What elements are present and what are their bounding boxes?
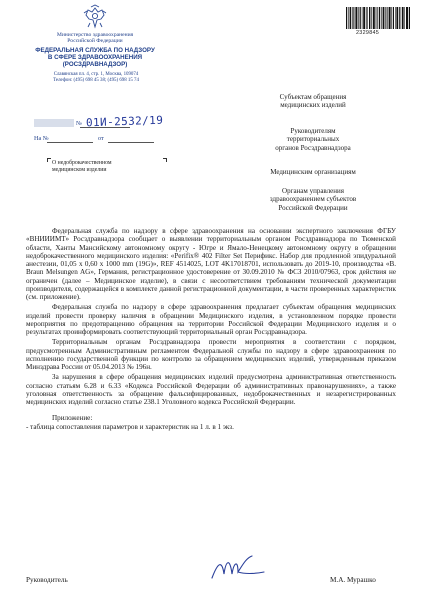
paragraph-4: За нарушения в сфере обращения медицинских изделий предусмотрена административная ответственность согласно статьям 6.28 и 6.33 «Кодекса Российской Федерации об административных правонарушениях», а также уголовная ответственность за обращение фальсифицированных, недоброкачественных и незарегистрированных медицинских изделий согласно статье 238.1 Уголовного кодекса Российской Федерации. (26, 373, 396, 406)
registration-number: 01И-2532/19 (85, 113, 164, 130)
reference-label: На № (34, 135, 49, 142)
attachment-item: - таблица сопоставления параметров и характеристик на 1 л. в 1 экз. (26, 422, 234, 431)
coat-of-arms-icon (81, 3, 109, 31)
subject-bracket-left (47, 158, 51, 162)
paragraph-3: Территориальным органам Росздравнадзора провести мероприятия в соответствии с порядком, предусмотренным Административным регламентом Федеральной службы по надзору в сфере здравоохранения по исполнению государственной функции по контролю за обращением медицинских изделий, утвержденным приказом Минздрава России от 05.04.2013 № 196н. (26, 338, 396, 371)
agency-address: Славянская пл. 4, стр. 1, Москва, 109074 Телефон: (495) 698 45 38; (495) 698 15 74 (53, 72, 139, 83)
subject-bracket-right (163, 158, 167, 162)
addressee-2: Руководителям территориальных органов Росздравнадзора (275, 127, 351, 152)
redacted-date (34, 119, 74, 127)
letter-subject: О недоброкачественном медицинском изделии (52, 160, 112, 173)
number-label: № (76, 120, 82, 127)
from-label: от (98, 135, 104, 142)
handwritten-signature (208, 552, 268, 586)
attachment-title: Приложение: (52, 414, 93, 423)
letter-body (26, 227, 396, 431)
barcode-icon (346, 7, 410, 29)
addressee-3: Медицинским организациям (270, 168, 356, 176)
addressee-4: Органам управления здравоохранением субъектов Российской Федерации (269, 187, 357, 212)
agency-name: ФЕДЕРАЛЬНАЯ СЛУЖБА ПО НАДЗОРУ В СФЕРЕ ЗДРАВООХРАНЕНИЯ (РОСЗДРАВНАДЗОР) (35, 47, 155, 69)
barcode-number: 2329845 (356, 30, 380, 36)
reference-underline (47, 142, 93, 143)
signer-position: Руководитель (26, 576, 68, 584)
signer-name: М.А. Мурашко (330, 576, 376, 584)
ministry-name: Министерство здравоохранения Российской Федерации (56, 32, 134, 45)
paragraph-2: Федеральная служба по надзору в сфере здравоохранения предлагает субъектам обращения медицинских изделий провести проверку наличия в обращении Медицинского изделия, в установленном порядке провести мероприятия по предотвращению обращения на территории Российской Федерации Медицинского изделия и о результатах проинформировать соответствующий территориальный орган Росздравнадзора. (26, 303, 396, 336)
paragraph-1: Федеральная служба по надзору в сфере здравоохранения на основании экспертного заключения ФГБУ «ВНИИИМТ» Росздравнадзора сообщает о выявлении территориальным органом Росздравнадзора по Тюменской области, Ханты Мансийскому автономному округу - Югре и Ямало-Ненецкому автономному округу в обращении недоброкачественного медицинского изделия: «Perifix® 402 Filter Set Перификс. Набор для продленной эпидуральной анестезии, 01,05 х 0,60 х 1000 mm (19G)», REF 4514025, LOT 4K17018701, использовать до 2019-10, производства «B. Braun Melsungen AG», Германия, регистрационное удостоверение от 30.09.2010 № ФСЗ 2010/07963, срок действия не ограничен (далее – Медицинское изделие), в связи с несоответствием требованиям технической документации производителя, содержащейся в комплекте данной регистрационной документации, в части проверенных характеристик (см. приложение). (26, 227, 396, 301)
addressee-1: Субъектам обращения медицинских изделий (279, 93, 347, 110)
date-underline (108, 142, 154, 143)
